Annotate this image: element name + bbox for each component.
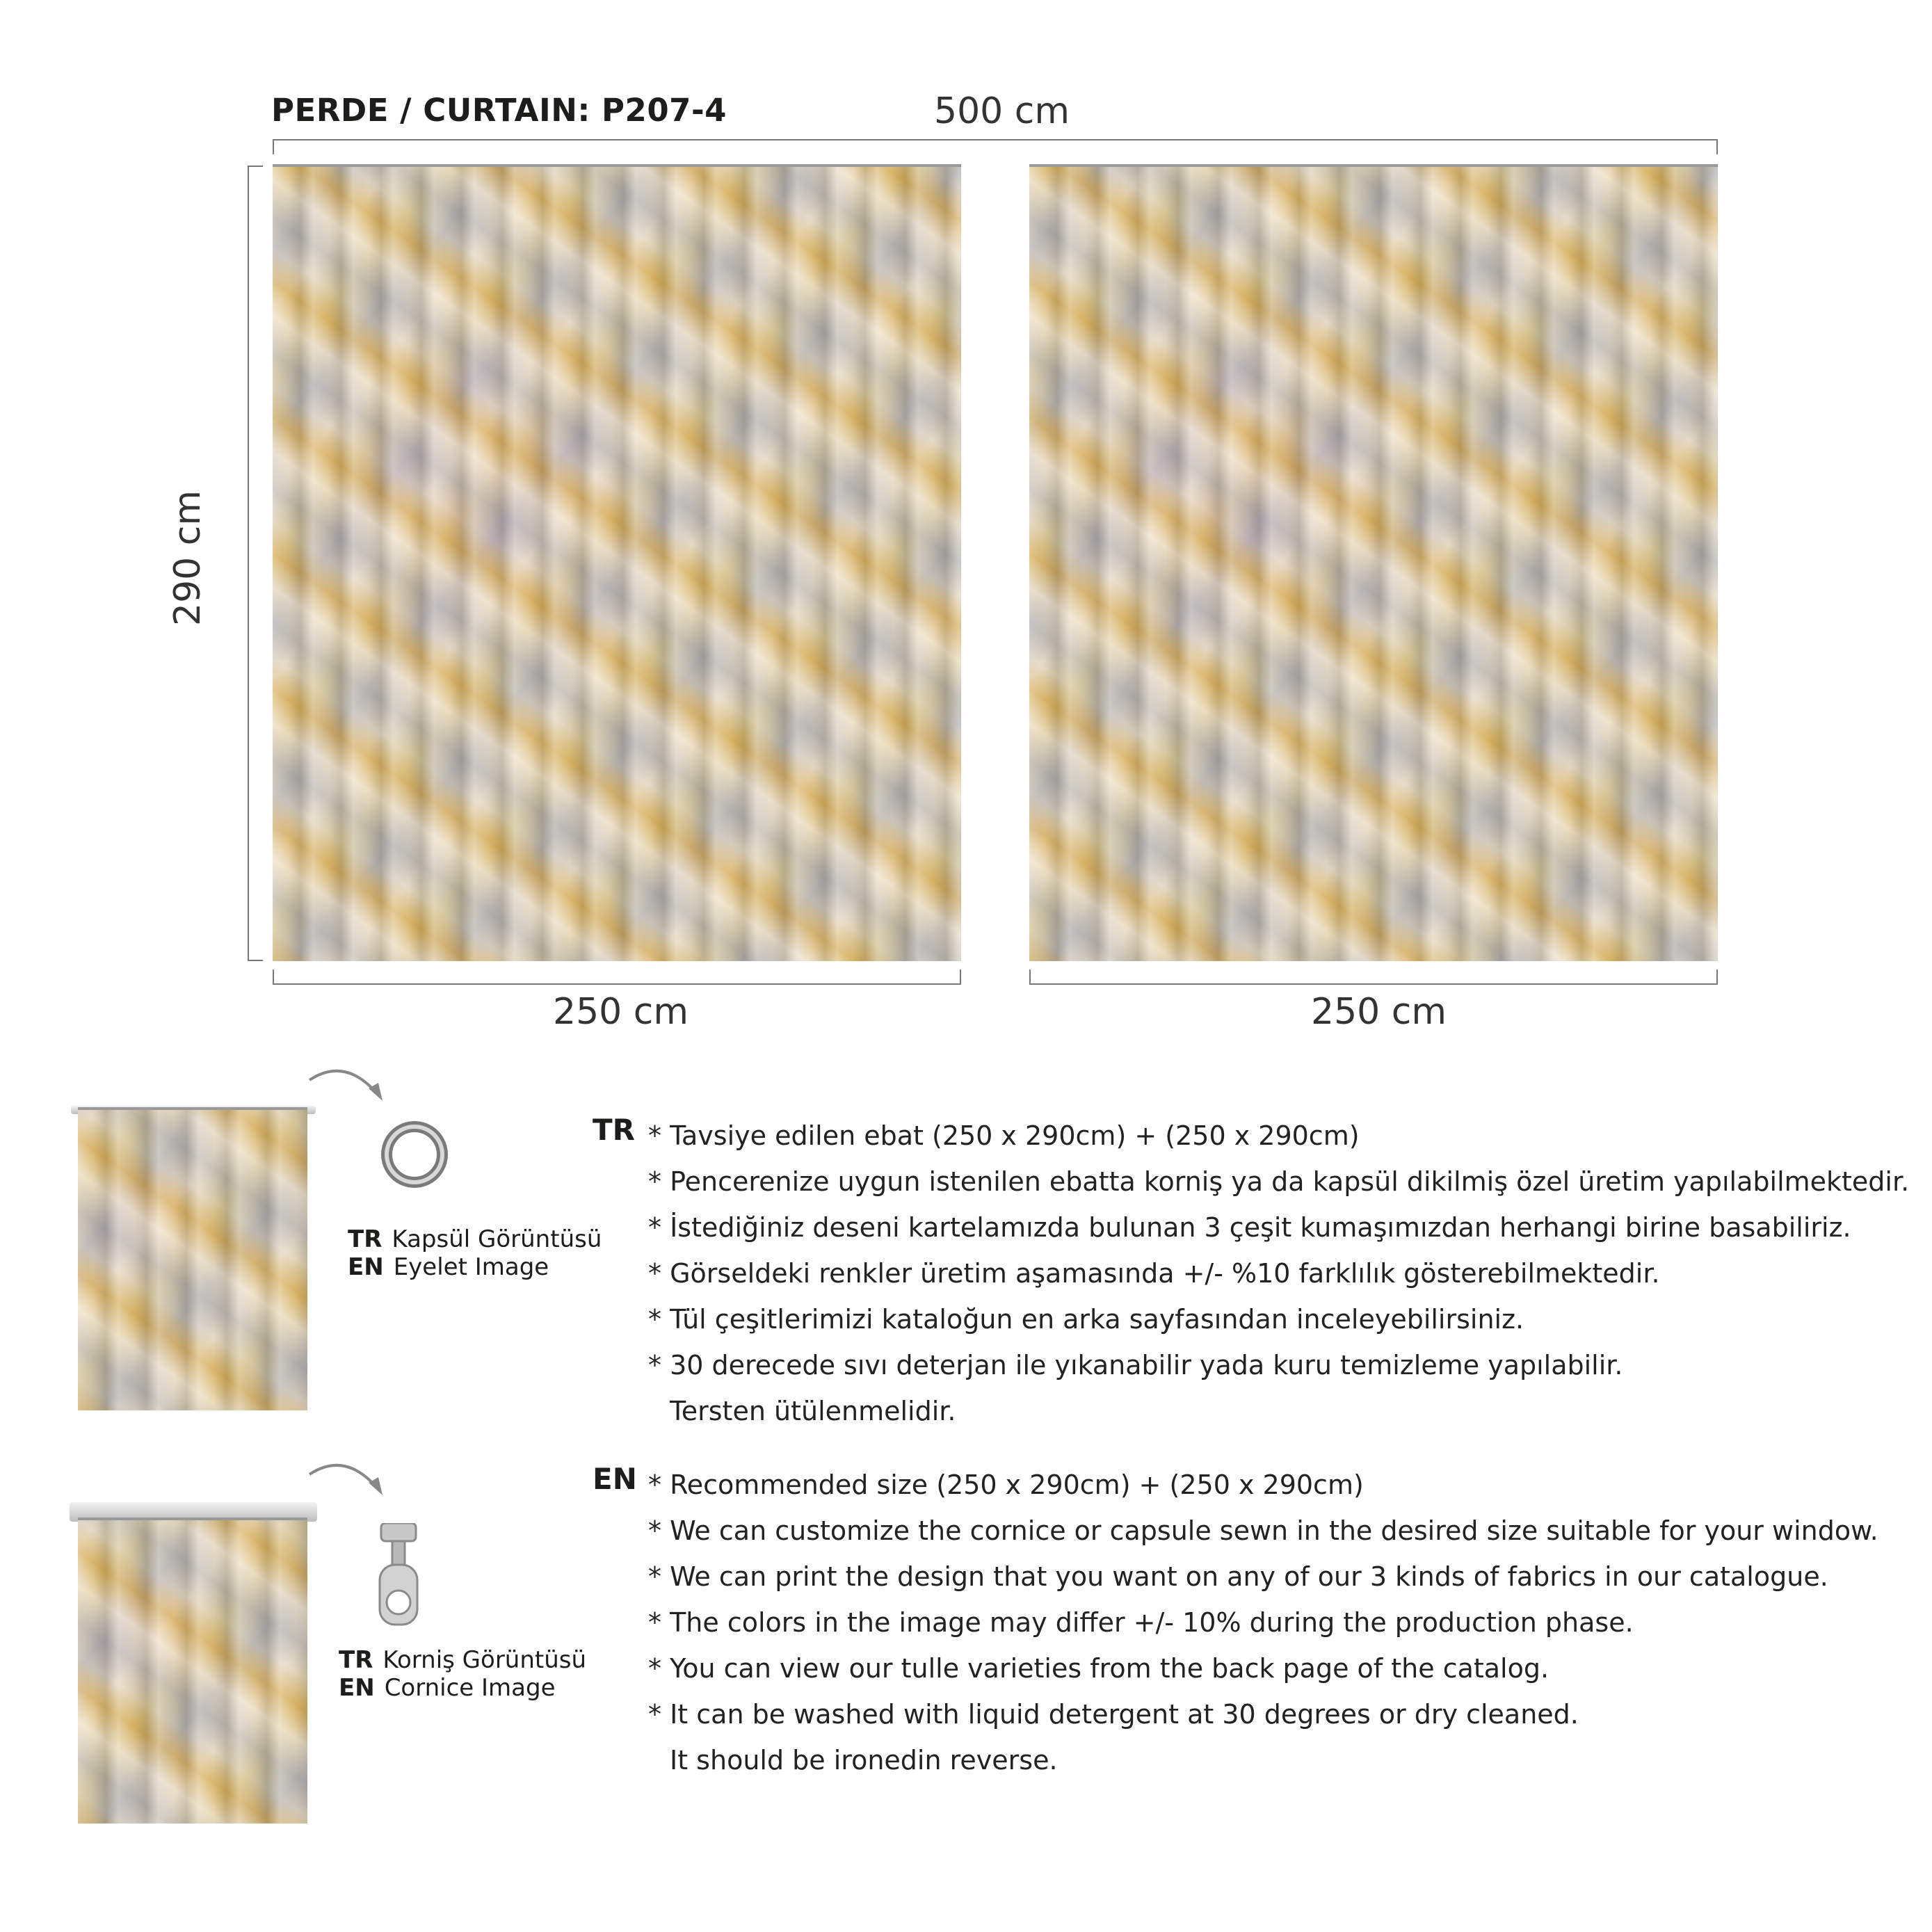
panel-right-width-label: 250 cm bbox=[1311, 991, 1447, 1033]
cornice-curtain-preview bbox=[78, 1518, 307, 1824]
left-dimension-line bbox=[248, 166, 249, 961]
cornice-label bbox=[339, 1646, 586, 1702]
height-label: 290 cm bbox=[167, 490, 209, 626]
cornice-en-label: Cornice Image bbox=[384, 1674, 556, 1702]
top-dimension-tick-left bbox=[273, 139, 274, 154]
bottom-dimension-tick-right-b bbox=[1716, 969, 1718, 985]
bottom-dimension-line-left bbox=[273, 983, 961, 985]
cornice-tr-label: Korniş Görüntüsü bbox=[383, 1646, 587, 1674]
en-info-line: * We can print the design that you want on any of our 3 kinds of fabrics in our catalogue. bbox=[648, 1561, 1828, 1592]
tr-info-line: * Görseldeki renkler üretim aşamasında +/- %10 farklılık gösterebilmektedir. bbox=[648, 1258, 1660, 1289]
tr-info-line: * 30 derecede sıvı deterjan ile yıkanabilir yada kuru temizleme yapılabilir. bbox=[648, 1350, 1623, 1380]
en-info-tag: EN bbox=[593, 1462, 637, 1496]
en-info-list bbox=[648, 1462, 1878, 1783]
en-info-continuation: It should be ironedin reverse. bbox=[670, 1745, 1058, 1776]
tr-info-line: * Tül çeşitlerimizi kataloğun en arka sayfasından inceleyebilirsiniz. bbox=[648, 1304, 1524, 1335]
top-dimension-tick-right bbox=[1716, 139, 1718, 154]
tr-info-tag: TR bbox=[593, 1113, 635, 1147]
tr-info-list bbox=[648, 1113, 1909, 1434]
en-info-line: * The colors in the image may differ +/- 10% during the production phase. bbox=[648, 1607, 1634, 1638]
cornice-en-tag: EN bbox=[339, 1674, 375, 1702]
curved-arrow-icon bbox=[306, 1061, 389, 1109]
eyelet-ring-icon bbox=[381, 1121, 448, 1188]
bottom-dimension-tick-right-a bbox=[1029, 969, 1031, 985]
left-dimension-tick-top bbox=[248, 166, 263, 167]
bottom-dimension-line-right bbox=[1029, 983, 1718, 985]
cornice-tr-tag: TR bbox=[339, 1646, 373, 1674]
en-info-line: * You can view our tulle varieties from the back page of the catalog. bbox=[648, 1653, 1549, 1684]
tr-info-line: * Pencerenize uygun istenilen ebatta korniş ya da kapsül dikilmiş özel üretim yapılabilmektedir. bbox=[648, 1166, 1910, 1197]
curtain-panel-right bbox=[1029, 164, 1718, 961]
bottom-dimension-tick-left-b bbox=[960, 969, 961, 985]
eyelet-label bbox=[348, 1225, 602, 1281]
eyelet-en-tag: EN bbox=[348, 1253, 384, 1281]
cornice-hook-icon bbox=[374, 1523, 423, 1627]
tr-info-line: * İstediğiniz deseni kartelamızda bulunan 3 çeşit kumaşımızdan herhangi birine basabiliriz. bbox=[648, 1212, 1851, 1243]
top-dimension-line bbox=[273, 139, 1718, 140]
curved-arrow-icon bbox=[306, 1455, 389, 1504]
tr-info-line: * Tavsiye edilen ebat (250 x 290cm) + (250 x 290cm) bbox=[648, 1120, 1360, 1151]
en-info-line: * It can be washed with liquid detergent at 30 degrees or dry cleaned. bbox=[648, 1699, 1579, 1730]
eyelet-en-label: Eyelet Image bbox=[393, 1253, 549, 1281]
en-info-line: * We can customize the cornice or capsule sewn in the desired size suitable for your window. bbox=[648, 1515, 1878, 1546]
eyelet-tr-tag: TR bbox=[348, 1225, 383, 1253]
tr-info-continuation: Tersten ütülenmelidir. bbox=[670, 1396, 956, 1426]
left-dimension-tick-bottom bbox=[248, 960, 263, 961]
curtain-panel-left bbox=[273, 164, 961, 961]
product-title: PERDE / CURTAIN: P207-4 bbox=[271, 92, 727, 129]
eyelet-tr-label: Kapsül Görüntüsü bbox=[392, 1225, 602, 1253]
eyelet-curtain-preview bbox=[78, 1107, 307, 1410]
bottom-dimension-tick-left-a bbox=[273, 969, 274, 985]
total-width-label: 500 cm bbox=[934, 90, 1070, 132]
en-info-line: * Recommended size (250 x 290cm) + (250 x 290cm) bbox=[648, 1470, 1364, 1500]
panel-left-width-label: 250 cm bbox=[553, 991, 689, 1033]
